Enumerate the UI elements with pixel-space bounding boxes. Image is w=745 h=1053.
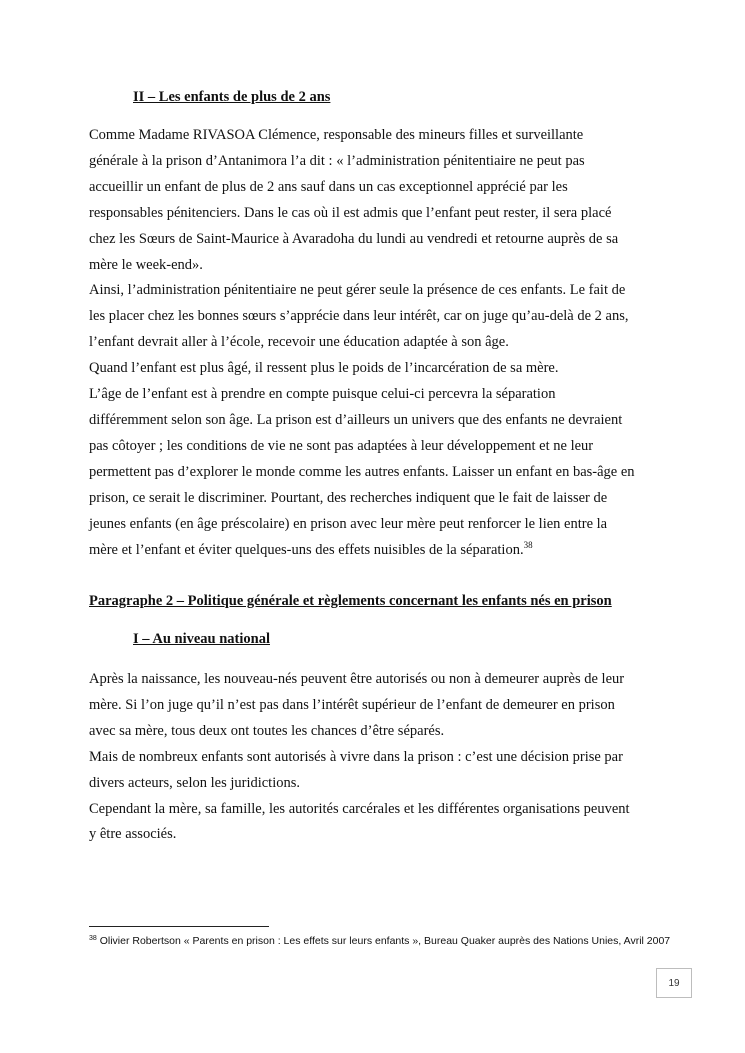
text-line: chez les Sœurs de Saint-Maurice à Avaradoha du lundi au vendredi et retourne auprès de sa	[89, 230, 619, 247]
text-line: les placer chez les bonnes sœurs s’apprécie dans leur intérêt, car on juge qu’au-delà de 2 ans,	[89, 308, 629, 325]
footnote-number: 38	[89, 935, 97, 942]
footnote-separator	[89, 926, 269, 927]
text-line: permettent pas d’explorer le monde comme les autres enfants. Laisser un enfant en bas-âge en	[89, 463, 635, 480]
body-paragraph-2	[89, 667, 669, 848]
text-line: générale à la prison d’Antanimora l’a dit : « l’administration pénitentiaire ne peut pas	[89, 152, 585, 169]
text-line: L’âge de l’enfant est à prendre en compte puisque celui-ci percevra la séparation	[89, 386, 556, 403]
text-line: Cependant la mère, sa famille, les autorités carcérales et les différentes organisations peuvent	[89, 800, 630, 817]
section-heading-children-over-2: II – Les enfants de plus de 2 ans	[133, 89, 331, 105]
footnote-text: Olivier Robertson « Parents en prison : Les effets sur leurs enfants », Bureau Quaker auprès des Nations Unies, Avril 2007	[96, 935, 671, 947]
text-line: mère. Si l’on juge qu’il n’est pas dans l’intérêt supérieur de l’enfant de demeurer en prison	[89, 696, 615, 713]
text-line: Quand l’enfant est plus âgé, il ressent plus le poids de l’incarcération de sa mère.	[89, 360, 559, 377]
text-line	[89, 538, 669, 564]
text-line: y être associés.	[89, 826, 177, 843]
text-line: pas côtoyer ; les conditions de vie ne sont pas adaptées à leur développement et ne leur	[89, 437, 594, 454]
text-line-content: mère et l’enfant et éviter quelques-uns des effets nuisibles de la séparation.	[89, 541, 524, 558]
footnote-reference: 38	[523, 539, 533, 550]
page-number: 19	[668, 977, 680, 989]
section-heading-national-level: I – Au niveau national	[133, 631, 270, 647]
text-line: accueillir un enfant de plus de 2 ans sauf dans un cas exceptionnel apprécié par les	[89, 178, 568, 195]
text-line: différemment selon son âge. La prison est d’ailleurs un univers que des enfants ne devraient	[89, 411, 623, 428]
text-line: avec sa mère, tous deux ont toutes les chances d’être séparés.	[89, 722, 445, 739]
body-paragraph-1	[89, 123, 669, 563]
text-line: Mais de nombreux enfants sont autorisés à vivre dans la prison : c’est une décision prise par	[89, 748, 623, 765]
text-line: l’enfant devrait aller à l’école, recevoir une éducation adaptée à son âge.	[89, 334, 509, 351]
text-line: prison, ce serait le discriminer. Pourtant, des recherches indiquent que le fait de laisser de	[89, 489, 608, 506]
page-number-box	[656, 968, 692, 998]
footnote	[89, 933, 689, 949]
text-line: divers acteurs, selon les juridictions.	[89, 774, 301, 791]
text-line: mère le week-end».	[89, 256, 203, 273]
text-line: jeunes enfants (en âge préscolaire) en prison avec leur mère peut renforcer le lien entre la	[89, 515, 608, 532]
paragraph-2-heading: Paragraphe 2 – Politique générale et règlements concernant les enfants nés en prison	[89, 593, 612, 609]
text-line: Après la naissance, les nouveau-nés peuvent être autorisés ou non à demeurer auprès de leur	[89, 671, 625, 687]
text-line: Comme Madame RIVASOA Clémence, responsable des mineurs filles et surveillante	[89, 127, 584, 143]
text-line: Ainsi, l’administration pénitentiaire ne peut gérer seule la présence de ces enfants. Le fait de	[89, 282, 626, 299]
text-line: responsables pénitenciers. Dans le cas où il est admis que l’enfant peut rester, il sera placé	[89, 204, 612, 221]
